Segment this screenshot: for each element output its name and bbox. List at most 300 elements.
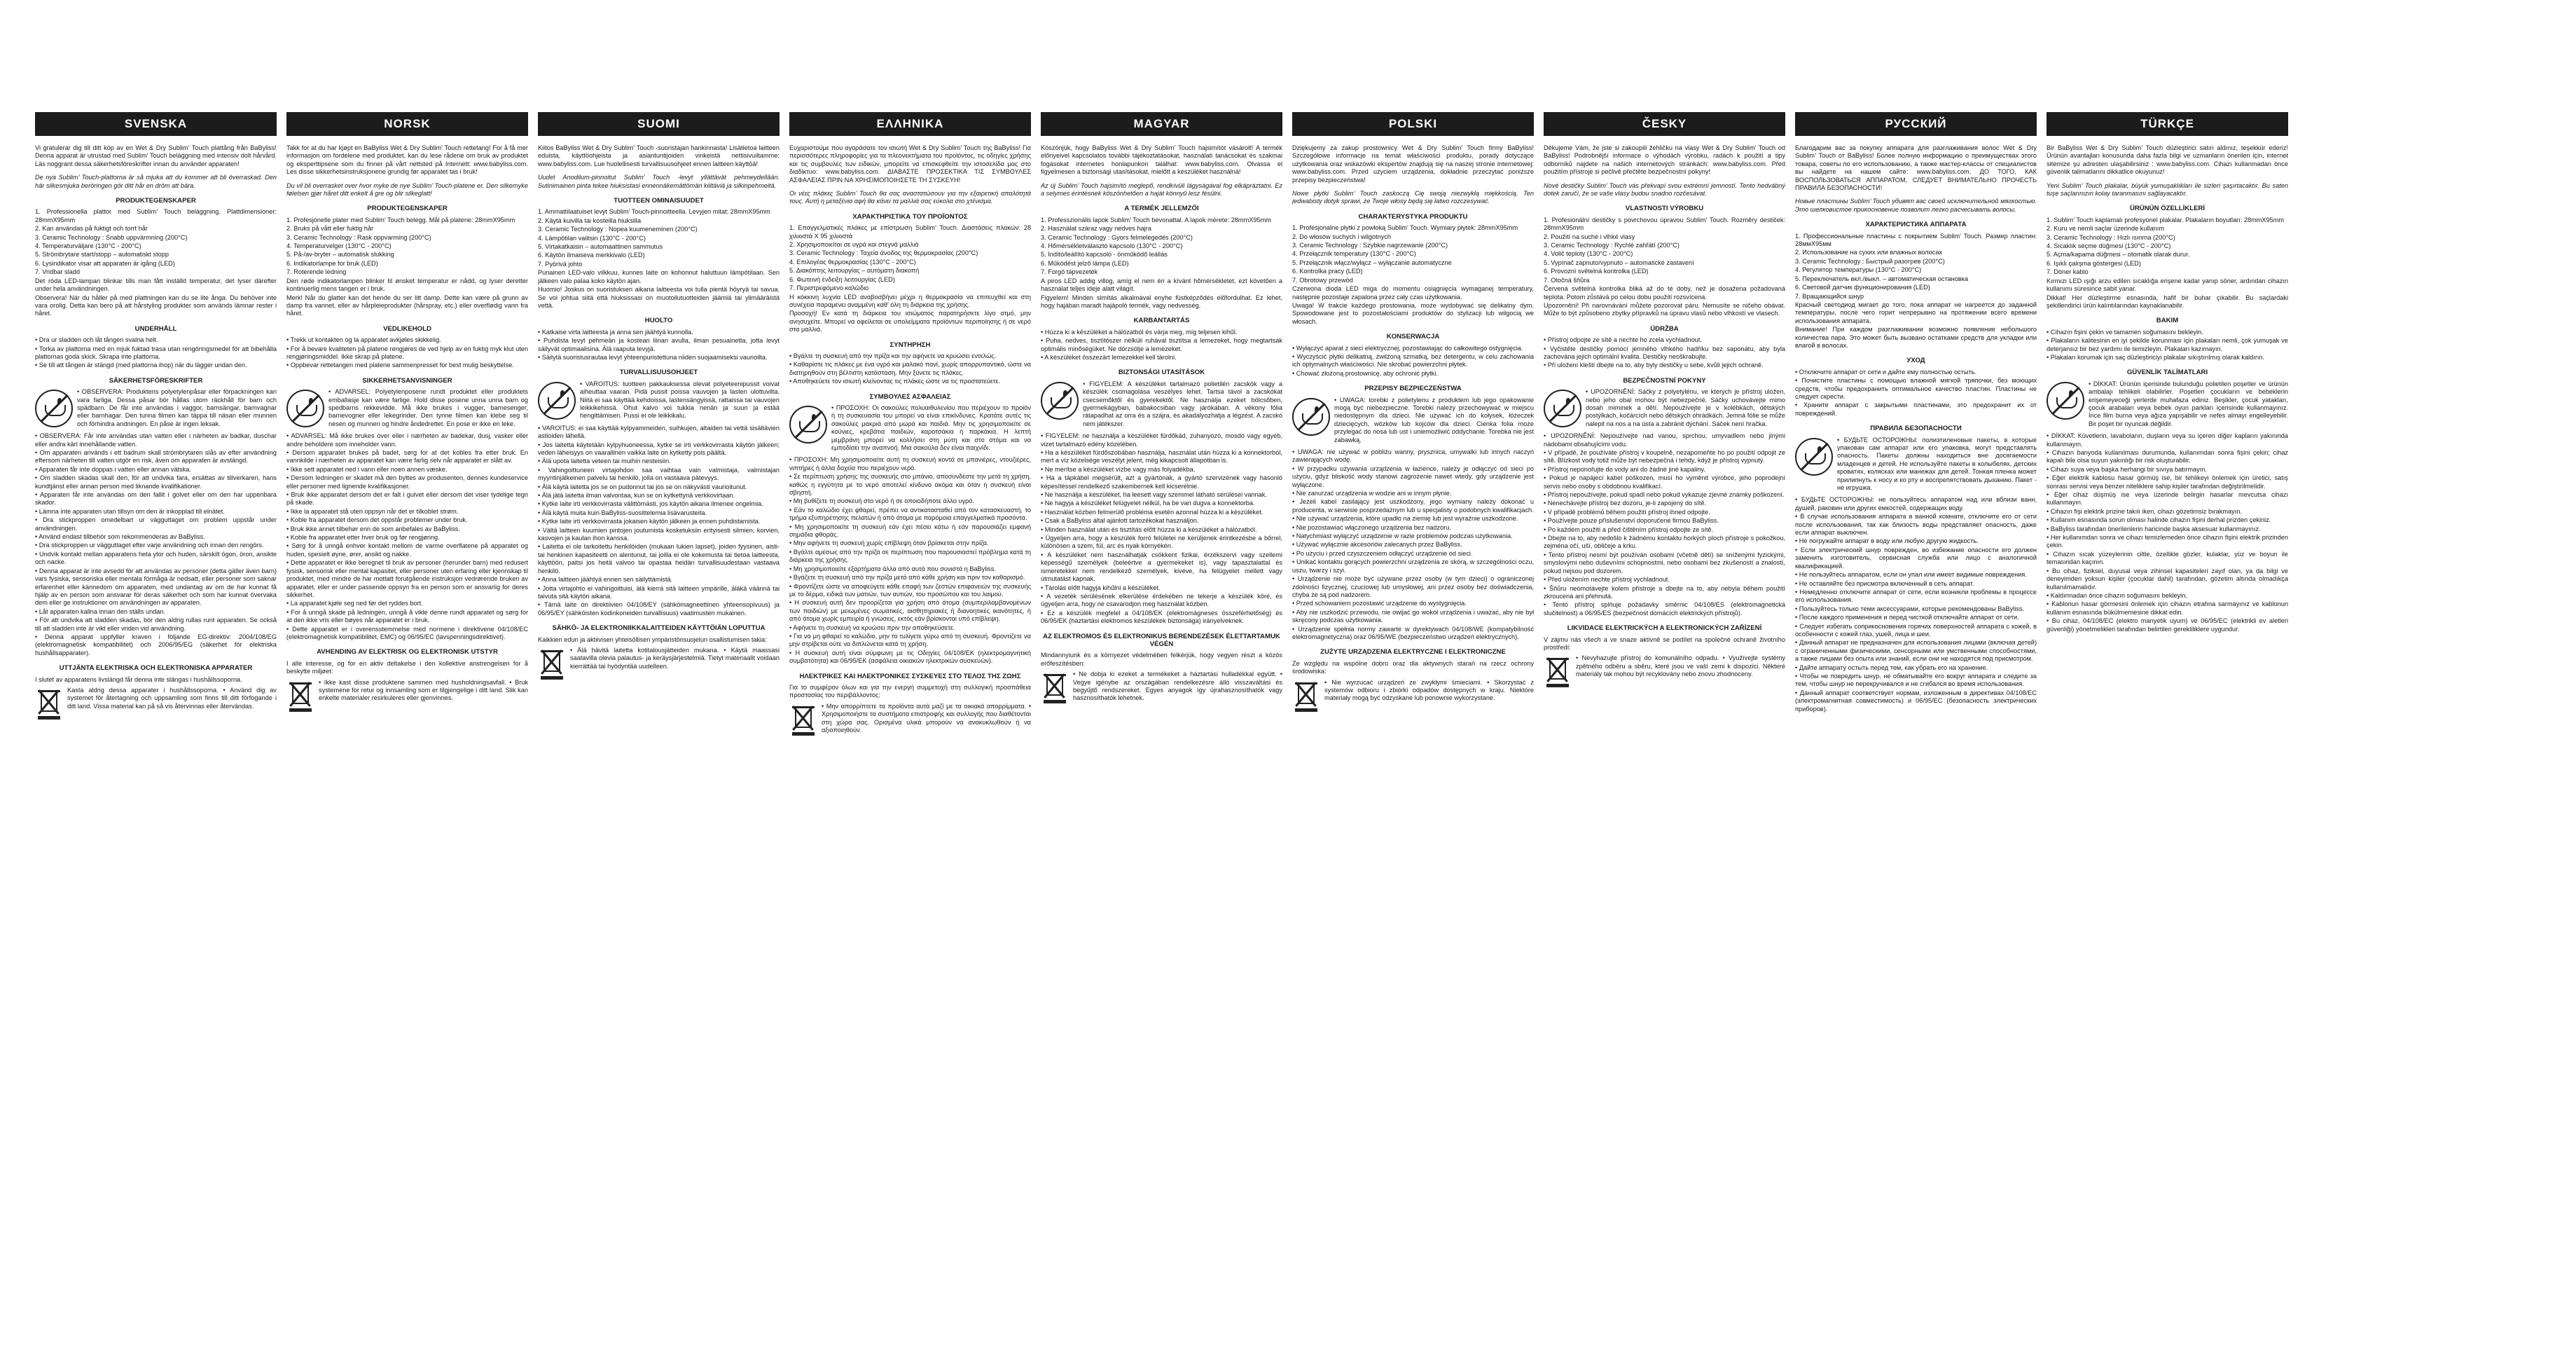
- section-title: VEDLIKEHOLD: [383, 324, 431, 333]
- list-item: 6. Provozní světelná kontrolka (LED): [1544, 268, 1649, 275]
- list-item: • В случае использования аппарата в ванной комнате, отключите его от сети после использования, так как близость воды представляет опасность, даже если аппарат выключен.: [1795, 513, 2037, 537]
- list-item: • Sørg for å unngå enhver kontakt mellom de varme overflatene på apparatet og huden, spesielt øyne, ører, ansikt og nakke.: [286, 542, 528, 558]
- list-item: Merk! Når du glatter kan det hende du ser litt damp. Dette kan være på grunn av damp fra vannet, eller av hårpleieprodukter (hårspray, etc.) eller overflødig vann fra håret.: [286, 294, 528, 317]
- section-title: ΗΛΕΚΤΡΙΚΕΣ ΚΑΙ ΗΛΕΚΤΡΟΝΙΚΕΣ ΣΥΣΚΕΥΕΣ ΣΤΟ ΤΕΛΟΣ ΤΗΣ ΖΩΗΣ: [799, 672, 1021, 680]
- list-item: • Laitetta ei ole tarkoitettu henkilöiden (mukaan lukien lapset), joiden fyysinen, aisti- tai henkinen kapasiteetti on alentunut, tai joilla ei ole kokemusta tai tietoa laitteesta, käyttöön, paitsi jos heitä valvoo tai opastaa heidän turvallisuudestaan vastaava henkilö.: [538, 543, 780, 575]
- list-item: • Ha a tápkábel megsérült, azt a gyártónak, a gyártó szervizének vagy hasonló képesítéssel rendelkező szakembernek kell kicserélnie.: [1041, 474, 1282, 490]
- section-title: HUOLTO: [644, 317, 673, 325]
- list-item: A piros LED addig villog, amíg el nem éri a kívánt hőmérsékletet, ezt követően a használat teljes ideje alatt világít.: [1041, 277, 1282, 293]
- list-item: • Ne merítse a készüléket vízbe vagy más folyadékba.: [1041, 465, 1196, 473]
- list-item: • BaByliss tarafından önerilenlerin haricinde başka aksesuar kullanmayınız.: [2047, 525, 2261, 532]
- list-item: • Wyczyścić płytki delikatną, zwilżoną szmatką, bez detergentu, w celu zachowania ich optymalnych właściwości. Nie skrobać powierzchni płytek.: [1292, 352, 1534, 369]
- list-item: 5. Strömbrytare start/stopp – automatiskt stopp: [35, 251, 169, 259]
- section-title: KARBANTARTÁS: [1133, 317, 1190, 325]
- list-item: • Puhdista levyt pehmeän ja kostean liinan avulla, ilman pesuainetta, jotta levyt säilyvät optimaalisina. Älä raaputa levyjä.: [538, 337, 780, 352]
- intro-text: Благодарим вас за покупку аппарата для разглаживания волос Wet & Dry Sublim’ Touch от BaByliss! Более полную информацию о преимуществах этого товара, советы по его использованию, а также мастер-классы от специалистов вы найдете на нашем сайте: www.babyliss.com. ДО ТОГО, КАК ВОСПОЛЬЗОВАТЬСЯ АППАРАТОМ, СЛЕДУЕТ ВНИМАТЕЛЬНО ПРОЧЕСТЬ ПРАВИЛА БЕЗОПАСНОСТИ!: [1795, 144, 2037, 192]
- list-item: • Wyłączyć aparat z sieci elektrycznej, pozostawiając do całkowitego ostygnięcia.: [1292, 344, 1523, 352]
- list-item: • Ne használja a készüléket, ha leesett vagy szemmel látható sérülései vannak.: [1041, 491, 1267, 499]
- list-item: • Следует избегать соприкосновения горячих поверхностей аппарата с кожей, в особенности с кожей глаз, ушей, лица и шеи.: [1795, 622, 2037, 638]
- list-item: 2. Použití na suché i vlhké vlasy: [1544, 233, 1635, 240]
- list-item: • Bruk ikke apparatet dersom det er falt i gulvet eller dersom det viser tydelige tegn på skade.: [286, 491, 528, 507]
- list-item: • Pokud je napájecí kabel poškozen, musí ho vyměnit výrobce, jeho poprodejní servis nebo osoby s obdobnou kvalifikací.: [1544, 474, 1785, 490]
- list-item: • ADVARSEL: Må ikke brukes over eller i nærheten av badekar, dusj, vasker eller andre beholdere som inneholder vann.: [286, 432, 528, 448]
- section-title: ΣΥΝΤΗΡΗΣΗ: [889, 340, 931, 349]
- list-item: Внимание! При каждом разглаживании возможно появление небольшого количества пара. Это может быть вызвано остатками средств для укладки или влагой в волосах.: [1795, 326, 2037, 349]
- list-item: • Dra ur sladden och låt tången svalna helt.: [35, 336, 158, 344]
- list-item: Η κόκκινη λυχνία LED αναβοσβήνει μέχρι η θερμοκρασία να επιτευχθεί και στη συνέχεια παραμένει αναμμένη καθ' όλη τη διάρκεια της χρήσης.: [789, 293, 1031, 308]
- manual-sheet: [35, 112, 2541, 1345]
- list-item: • Aby nie uszkodzić przewodu, nie owijać go wokół urządzenia i uważać, aby nie był skręcony podczas użytkowania.: [1292, 608, 1534, 624]
- list-item: • OBSERVERA: Får inte användas utan vatten eller i närheten av badkar, duschar eller andra kärl innehållande vatten.: [35, 432, 277, 448]
- weee-block: [1544, 654, 1785, 688]
- list-item: • Η συσκευή αυτή δεν προορίζεται για χρήση από άτομα (συμπεριλαμβανομένων των παιδιών) με μειωμένες σωματικές, αισθητηριακές ή διανοητικές ικανότητες, ή από άτομα χωρίς εμπειρία ή γνώσεις, εκτός εάν βρίσκονται υπό επίβλεψη.: [789, 599, 1031, 623]
- list-item: • For å unngå skade på ledningen, unngå å vikle denne rundt apparatet og sørg for at den ikke vris eller bøyes når apparatet er i bruk.: [286, 608, 528, 624]
- list-item: • UPOZORNĚNÍ: Nepoužívejte nad vanou, sprchou, umyvadlem nebo jinými nádobami obsahujícími vodu.: [1544, 432, 1785, 448]
- list-item: • Eğer cihaz düşmüş ise veya üzerinde belirgin hasarlar mevcutsa cihazı kullanmayın.: [2047, 491, 2288, 507]
- list-item: • Cihazın sıcak yüzeylerinin ciltle, özellikle gözler, kulaklar, yüz ve boyun ile temasından kaçının.: [2047, 550, 2288, 566]
- list-item: • Apparaten får inte doppas i vatten eller annan vätska.: [35, 465, 191, 473]
- list-item: Kaikkien edun ja aktiivisen yhteisöllisen ympäristönsuojelun osallistumisen takia:: [538, 635, 767, 643]
- list-item: • Tämä laite on direktiivien 04/108/EY (sähkömagneettinen yhteensopivuus) ja 06/95/EY (sähköisten kodinkoneiden turvallisuus) vaatimusten mukainen.: [538, 601, 780, 617]
- list-item: 3. Ceramic Technology : Szybkie nagrzewanie (200°C): [1292, 242, 1448, 249]
- weee-block: [1292, 679, 1534, 713]
- list-item: Kırmızı LED ışığı arzu edilen sıcaklığa erişene kadar yanıp söner, ardından cihazın kullanımı süresince sabit yanar.: [2047, 277, 2288, 293]
- list-item: • Älä käytä laitetta jos se on pudonnut tai jos se on näkyvästi vaurioitunut.: [538, 483, 747, 490]
- list-item: 1. Professzionális lapok Sublim’ Touch bevonattal. A lapok mérete: 28mmX95mm: [1041, 216, 1271, 223]
- list-item: • Vahingoittuneen virtajohdon saa vaihtaa vain valmistaja, valmistajan myyntinjälkeinen palvelu tai henkilö, jolla on vastaava pätevyys.: [538, 466, 780, 482]
- sections: [1544, 205, 1785, 688]
- section-title: AZ ELEKTROMOS ÉS ELEKTRONIKUS BERENDEZÉSEK ÉLETTARTAMUK VÉGÉN: [1043, 632, 1280, 648]
- list-item: • Unikać kontaktu gorących powierzchni urządzenia ze skórą, w szczególności oczu, uszu, twarzy i szyi.: [1292, 558, 1534, 574]
- list-item: • Älä käytä muita kuin BaByliss-suosittelemia lisävarusteita.: [538, 509, 707, 516]
- crossed-bin-icon: [35, 687, 63, 720]
- list-item: • Használat közben felmerülő probléma esetén azonnal húzza ki a készüléket.: [1041, 508, 1263, 516]
- warning-block: [1292, 397, 1534, 444]
- weee-text: • Ne dobja ki ezeket a termékeket a háztartási hulladékkal együtt. • Vegye igénybe az országában rendelkezésre álló visszaváltási és begyűjtő rendszereket. Egyes anyagok így újrahasznosíthatók vagy hasznosíthatók lehetnek.: [1073, 670, 1282, 702]
- section-title: UNDERHÅLL: [134, 324, 177, 333]
- list-item: • Plakaların kalitesinin en iyi şekilde korunması için plakaları nemli, çok yumuşak ve deterjansız bir bez yardımı ile temizleyin. Plakaları kazımayın.: [2047, 337, 2288, 352]
- language-column-magyar: [1041, 112, 1282, 1345]
- intro-italic-text: Yeni Sublim’ Touch plakalar, büyük yumuşaklıkları ile sizleri şaşırtacaktır. Bu saten tuşe saçlarınızın kolay taranmasını sağlayacaktır.: [2047, 181, 2288, 198]
- list-item: • Tárolás előtt hagyja kihűlni a készüléket.: [1041, 584, 1161, 591]
- list-item: • Se till att tången är stängd (med plattorna ihop) när du lägger undan den.: [35, 362, 247, 369]
- list-item: • Ikke la apparatet stå uten oppsyn når det er tilkoblet strøm.: [286, 507, 459, 515]
- list-item: 1. Επαγγελματικές πλάκες με επίστρωση Sublim’ Touch. Διαστάσεις πλακών: 28 χιλιοστά X 95 χιλιοστά: [789, 224, 1031, 240]
- list-item: • Plakaları korumak için saç düzleştiriciyi plakalar sıkıştırılmış olarak kaldırın.: [2047, 353, 2265, 361]
- list-item: • Minden használat után és tisztítás előtt húzza ki a készüléket a hálózatból.: [1041, 525, 1257, 533]
- list-item: • Anna laitteen jäähtyä ennen sen säilyttämistä.: [538, 576, 673, 584]
- list-item: • Βγάλτε τη συσκευή από την πρίζα και την αφήνετε να κρυώσει εντελώς.: [789, 352, 997, 359]
- list-item: 3. Ceramic Technology : Hızlı ısınma (200°C): [2047, 233, 2175, 241]
- list-item: • Nie pozostawiać włączonego urządzenia bez nadzoru.: [1292, 523, 1451, 531]
- list-item: • Húzza ki a készüléket a hálózatból és várja meg, míg teljesen kihűl.: [1041, 328, 1238, 336]
- list-item: 6. Lysindikator visar att apparaten är igång (LED): [35, 259, 175, 267]
- list-item: 5. På-/av-bryter – automatisk slukking: [286, 251, 394, 259]
- list-item: • Дайте аппарату остыть перед тем, как убрать его на хранение.: [1795, 663, 1988, 671]
- list-item: 4. Volič teploty (130°C - 200°C): [1544, 250, 1633, 258]
- list-item: 7. Roterende ledning: [286, 268, 347, 276]
- list-item: • Om apparaten används i ett badrum skall strömbrytaren slås av efter användning eftersom närheten till vatten utgör en risk, även om apparaten är avstängd.: [35, 449, 277, 465]
- language-column-svenska: [35, 112, 277, 1345]
- list-item: 5. Indító/leállító kapcsoló - önműködő leállás: [1041, 251, 1168, 259]
- language-column-ellinika: [789, 112, 1031, 1345]
- weee-text: • Älä hävitä laitetta kotitalousjätteiden mukana. • Käytä maassasi saatavilla olevia palautus- ja keräysjärjestelmiä. Tietyt materiaalit voidaan kierrättää tai hyödyntää uudelleen.: [570, 646, 780, 670]
- sections: [538, 197, 780, 680]
- intro-text: Ευχαριστούμε που αγοράσατε τον ισιωτή Wet & Dry Sublim’ Touch της BaByliss! Για περισσότερες πληροφορίες για τα πλεονεκτήματα του προϊόντος, τις οδηγίες χρήσης και τις συμβουλές των ειδικών, μπορείτε να επισκεφθείτε την ιστοσελίδα μας στο διαδίκτυο: www.babyliss.com. ΔΙΑΒΑΣΤΕ ΠΡΟΣΕΚΤΙΚΑ ΤΙΣ ΣΥΜΒΟΥΛΕΣ ΑΣΦΑΛΕΙΑΣ ΠΡΙΝ ΝΑ ΧΡΗΣΙΜΟΠΟΙΗΣΕΤΕ ΤΗ ΣΥΣΚΕΥΗ!: [789, 144, 1031, 184]
- list-item: 5. Διακόπτης λειτουργίας – αυτόματη διακοπή: [789, 267, 920, 275]
- no-water-icon: [286, 390, 324, 427]
- list-item: 2. Käytä kuivilla tai kosteilla hiuksilla: [538, 216, 642, 224]
- column-fade: [286, 1331, 528, 1345]
- warning-text: • OBSERVERA: Produktens polyetylenpåsar eller förpackningen kan vara farliga. Dessa påsar bör hållas utom räckhåll för barn och spädbarn. De får inte användas i vaggor, barnsängar, barnvagnar eller barnhagar. Den tunna filmen kan täppa till näsan eller munnen och förhindra andningen. En påse är ingen leksak.: [77, 388, 277, 427]
- list-item: 7. Pyörivä johto: [538, 260, 583, 268]
- intro-italic-text: Du vil bli overrasket over hvor myke de nye Sublim’ Touch-platene er. Den silkemyke følelsen gjør håret ditt enkelt å gre og blir silkeglatt!: [286, 181, 528, 198]
- list-item: • Denna apparat uppfyller kraven i följande EG-direktiv: 2004/108/EG (elektromagnetisk kompatibilitet) och 2006/95/EG (säkerhet för elektriska hushållsapparater).: [35, 633, 277, 656]
- column-fade: [2047, 1331, 2288, 1345]
- list-item: 4. Przełącznik temperatury (130°C - 200°C): [1292, 250, 1416, 258]
- list-item: 4. Επιλογέας θερμοκρασίας (130°C - 200°C): [789, 258, 916, 266]
- list-item: • Не пользуйтесь аппаратом, если он упал или имеет видимые повреждения.: [1795, 571, 2027, 579]
- column-fade: [1292, 1331, 1534, 1345]
- list-item: • Eğer elektrik kablosu hasar görmüş ise, bir tehlikeyi önlemek için üretici, satış sonrası servisi veya benzer niteliklere sahip kişiler tarafından değiştirilmelidir.: [2047, 474, 2288, 490]
- section-title: SIKKERHETSANVISNINGER: [362, 376, 452, 385]
- list-item: 6. Işıklı çalışma göstergesi (LED): [2047, 259, 2141, 267]
- list-item: 5. Переключатель вкл./выкл. – автоматическая остановка: [1795, 275, 1969, 282]
- list-item: • FIGYELEM: ne használja a készüléket fürdőkád, zuhanyozó, mosdó vagy egyéb, vizet tartalmazó edény közelében.: [1041, 432, 1282, 448]
- list-item: 2. Do włosów suchych i wilgotnych: [1292, 233, 1391, 240]
- intro-italic-text: Az új Sublim’ Touch hajsimító meglepő, rendkívüli lágyságával fog elkápráztatni. Ez a selymes érintésnek köszönhetően a haját könnyű lesz fésülni.: [1041, 181, 1282, 198]
- list-item: V zájmu nás všech a ve snaze aktivně se podílet na společné ochraně životního prostředí:: [1544, 635, 1785, 651]
- list-item: • Bu cihaz, 04/108/EC (elektro manyetik uyum) ve 06/95/EC (elektrikli ev aletleri güvenliği) yönetmelikleri tarafından belirtilen gerekliliklere uygundur.: [2047, 617, 2288, 633]
- list-item: • Αφήνετε τη συσκευή να κρυώσει πριν την αποθηκεύσετε.: [789, 624, 955, 631]
- list-item: • Храните аппарат с закрытыми пластинами, это предохранит их от повреждений.: [1795, 401, 2037, 417]
- list-item: • Пользуйтесь только теми аксессуарами, которые рекомендованы BaByliss.: [1795, 605, 2025, 612]
- list-item: • A vezeték sérülésének elkerülése érdekében ne tekerje a készülék köré, és ügyeljen arra, hogy ne csavarodjon meg használat közben.: [1041, 592, 1282, 608]
- sections: [1041, 205, 1282, 704]
- list-item: • Csak a BaByliss által ajánlott tartozékokat használjon.: [1041, 517, 1199, 525]
- list-item: • Používejte pouze příslušenství doporučené firmou BaByliss.: [1544, 517, 1719, 525]
- crossed-bin-icon: [286, 679, 314, 713]
- list-item: • Låt apparaten kallna innan den ställs undan.: [35, 607, 166, 615]
- language-column-cesky: [1544, 112, 1785, 1345]
- list-item: • Ikke sett apparatet ned i vann eller noen annen væske.: [286, 465, 448, 473]
- weee-text: • Nie wyrzucać urządzeń ze zwykłymi śmieciami. • Skorzystać z systemów odbioru i zbiórki odpadów dostępnych w kraju. Niektóre materiały mogą być odzyskane lub ponownie wykorzystane.: [1324, 678, 1534, 702]
- section-title: LIKVIDACE ELEKTRICKÝCH A ELEKTRONICKÝCH ZAŘÍZENÍ: [1567, 624, 1762, 633]
- no-water-icon: [1292, 398, 1330, 436]
- list-item: • Vältä laitteen kuumien pintojen joutumista kosketuksiin erityisesti silmien, korvien, kasvojen ja kaulan ihon kanssa.: [538, 526, 780, 542]
- section-title: SÄHKÖ- JA ELEKTRONIIKKALAITTEIDEN KÄYTTÖIÄN LOPUTTUA: [552, 624, 766, 633]
- sections: [1795, 221, 2037, 713]
- weee-block: [789, 703, 1031, 736]
- list-item: • V případě problémů během použití přístroj ihned odpojte.: [1544, 508, 1710, 516]
- list-item: • Φροντίζετε ώστε να αποφεύγετε κάθε επαφή των ζεστών επιφανειών της συσκευής με το δέρμα, ειδικά των ματιών, των αυτιών, του προσώπου και του λαιμού.: [789, 582, 1031, 598]
- list-item: • Βγάλτε αμέσως από την πρίζα σε περίπτωση που παρουσιαστεί πρόβλημα κατά τη διάρκεια της χρήσης.: [789, 548, 1031, 564]
- intro-text: Dziękujemy za zakup prostownicy Wet & Dry Sublim’ Touch firmy BaByliss! Szczegółowe informacje na temat właściwości produktu, porady dotyczące użytkowania oraz wskazówki ekspertów znajdują się na naszej stronie internetowej: www.babyliss.com. Przed użyciem urządzenia, dokładnie przeczytać poniższe przepisy bezpieczeństwa!: [1292, 144, 1534, 184]
- list-item: 1. Sublim’ Touch kaplamalı profesyonel plakalar. Plakaların boyutları: 28mmX95mm: [2047, 216, 2285, 223]
- list-item: Προσοχή! Εν κατά τη διάρκεια του ισιώματος παρατηρήσετε λίγο ατμό, μην ανησυχείτε. Μπορεί να οφείλεται σε υπολείμματα προϊόντων περιποίησης ή σε νερό στα μαλλιά.: [789, 310, 1031, 333]
- column-fade: [789, 1331, 1031, 1345]
- section-title: KONSERWACJA: [1386, 333, 1440, 341]
- section-title: BAKIM: [2156, 317, 2179, 325]
- list-item: • DİKKAT: Küvetlerin, lavaboların, duşların veya su içeren diğer kapların yakınında kullanmayın.: [2047, 432, 2288, 448]
- section-title: ÜRÜNÜN ÖZELLİKLERİ: [2129, 205, 2205, 213]
- warning-text: • ADVARSEL: Polyetylenposene rundt produktet eller produktets emballasje kan være farlige. Hold disse posene unna unna barn og spedbarns rekkevidde. Må ikke brukes i vugger, barnesenger, barnevogner eller lekegrinder. Den tynne filmen kan klebe seg til nesen og munnen og hindre åndedrettet. En pose er ikke en leke.: [328, 388, 528, 427]
- intro-italic-text: Новые пластины Sublim’ Touch удивят вас своей исключительной мягкостью. Это шелковистое прикосновение позволит легко расчесывать волосы.: [1795, 198, 2037, 213]
- list-item: • Dra stickproppen omedelbart ur vägguttaget om problem uppstår under användningen.: [35, 516, 277, 532]
- list-item: Mindannyiunk és a környezet védelmében felkérjük, hogy vegyen részt a közös erőfeszítésben:: [1041, 652, 1282, 667]
- list-item: • Koble fra apparatet etter hver bruk og før rengjøring.: [286, 534, 440, 542]
- list-item: • La apparatet kjøle seg ned før det ryddes bort.: [286, 600, 423, 607]
- list-item: 1. Profesjonalne płytki z powłoką Sublim’ Touch. Wymiary płytek: 28mmX95mm: [1292, 224, 1518, 232]
- list-item: 2. Использование на сухих или влажных волосах: [1795, 249, 1943, 256]
- no-water-icon: [538, 382, 576, 420]
- list-item: • Μη χρησιμοποιείτε τη συσκευή εάν έχει πέσει κάτω ή εάν παρουσιάζει εμφανή σημάδια φθοράς.: [789, 523, 1031, 539]
- section-title: A TERMÉK JELLEMZŐI: [1124, 205, 1199, 213]
- list-item: 1. Ammattilaatuiset levyt Sublim’ Touch-pinnoitteella. Levyjen mitat: 28mmX95mm: [538, 208, 770, 216]
- list-item: 7. Döner kablo: [2047, 268, 2089, 276]
- list-item: 4. Hőmérsékletválasztó kapcsoló (130°C - 200°C): [1041, 242, 1183, 250]
- list-item: • Ha a készüléket fürdőszobában használja, használat után húzza ki a konnektorból, mert a víz közelsége veszélyt jelent, még kikapcsolt állapotban is.: [1041, 449, 1282, 465]
- section-title: ΧΑΡΑΚΤΗΡΙΣΤΙΚΑ ΤΟΥ ΠΡΟΪΟΝΤΟΣ: [852, 212, 968, 221]
- list-item: • Använd endast tillbehör som rekommenderas av BaByliss.: [35, 533, 205, 541]
- list-item: • Данный аппарат не предназначен для использования лицами (включая детей) с ограниченными физическими, сенсорными или умственными способностями, а также лицами без опыта или знаний, если они не находятся под присмотром.: [1795, 639, 2037, 663]
- section-title: BIZTONSÁGI UTASÍTÁSOK: [1118, 369, 1205, 377]
- no-water-icon: [35, 390, 73, 427]
- list-item: • Μην αφήνετε τη συσκευή χωρίς επίβλεψη όταν βρίσκεται στην πρίζα.: [789, 539, 989, 547]
- list-item: • Dbejte na to, aby nedošlo k žádnému kontaktu horkých ploch přístroje s pokožkou, zejména očí, uší, obličeje a krku.: [1544, 535, 1785, 550]
- column-fade: [538, 1331, 780, 1345]
- list-item: • Не погружайте аппарат в воду или любую другую жидкость.: [1795, 537, 1979, 545]
- language-column-polski: [1292, 112, 1534, 1345]
- intro-italic-text: Uudet Anodilum-pinnoitut Sublim’ Touch -levyt yllättävät pehmeydellään. Sutinimainen pinta tekee hiuksistasi ennennäkemättömän kiiltäviä ja silkinpehmeitä.: [538, 174, 780, 189]
- list-item: • Nenechávejte přístroj bez dozoru, je-li zapojený do sítě.: [1544, 500, 1707, 507]
- section-title: CHARAKTERYSTYKA PRODUKTU: [1358, 212, 1468, 221]
- list-item: • Om sladden skadas skall den, för att undvika fara, ersättas av tillverkaren, hans kundtjänst eller annan person med liknande kvalifikationer.: [35, 474, 277, 490]
- section-title: ÚDRŽBA: [1650, 324, 1679, 333]
- crossed-bin-icon: [1544, 654, 1572, 688]
- list-item: • Kaldırmadan önce cihazın soğumasını bekleyin.: [2047, 591, 2187, 599]
- list-item: • Dra stickproppen ur vägguttaget efter varje användning och innan den rengörs.: [35, 542, 264, 549]
- list-item: 1. Профессиональные пластины с покрытием Sublim’ Touch. Размер пластин: 28ммX95мм: [1795, 232, 2037, 248]
- section-title: AVHENDING AV ELEKTRISK OG ELEKTRONISK UTSTYR: [317, 648, 498, 656]
- list-item: 5. Açma/kapama düğmesi – otomatik olarak durur.: [2047, 251, 2190, 259]
- list-item: 7. Obrotowy przewód: [1292, 276, 1353, 284]
- list-item: Για το συμφέρον όλων και για την ενεργή συμμετοχή στη συλλογική προσπάθεια προστασίας του περιβάλλοντος:: [789, 683, 1031, 699]
- warning-block: [789, 404, 1031, 452]
- list-item: • Trekk ut kontakten og la apparatet avkjøles skikkelig.: [286, 336, 441, 344]
- list-item: 4. Lämpötilan valitsin (130°C - 200°C): [538, 234, 646, 242]
- intro-text: Vi gratulerar dig till ditt köp av en Wet & Dry Sublim’ Touch plattång från BaByliss! Denna apparat är utrustad med Sublim’ Touch beläggning med intensiv dolt hårvård. Läs noggrant dessa säkerhetsföreskrifter innan du använder apparaten!: [35, 144, 277, 167]
- crossed-bin-icon: [538, 647, 566, 680]
- list-item: 2. Χρησιμοποιείται σε υγρά και στεγνά μαλλιά: [789, 241, 919, 249]
- list-item: Punainen LED-valo vilkkuu, kunnes laite on kohonnut haluttuun lämpötilaan. Sen jälkeen valo palaa koko käytön ajan.: [538, 269, 780, 284]
- list-item: • Oppbevar rettetangen med platene sammenpresset for best mulig beskyttelse.: [286, 362, 514, 369]
- list-item: • БУДЬТЕ ОСТОРОЖНЫ: не пользуйтесь аппаратом над или вблизи ванн, душей, раковин или других емкостей, содержащих воду.: [1795, 496, 2037, 511]
- language-column-suomi: [538, 112, 780, 1345]
- list-item: Observera! När du håller på med plattningen kan du se lite ånga. Du behöver inte vara orolig. Detta kan bero på att hårstyling produkter som används lämnar rester i håret.: [35, 294, 277, 317]
- list-item: 7. Forgó tápvezeték: [1041, 268, 1098, 276]
- section-title: SÄKERHETSFÖRESKRIFTER: [109, 376, 203, 385]
- list-item: Huomio! Joskus on suoristuksen aikana laitteesta voi tulla pientä höyryä tai savua. Se voi johtua siitä että hiuksissasi on muotoilutuotteiden jäämiä tai ylimääräistä vettä.: [538, 286, 780, 309]
- list-item: • Dersom apparatet brukes på badet, sørg for at det kobles fra etter bruk. En vannkilde i nærheten av apparatet kan være farlig selv når apparatet er slått av.: [286, 449, 528, 465]
- list-item: 3. Ceramic Technology : Nopea kuumeneminen (200°C): [538, 226, 698, 233]
- list-item: 6. Käytön ilmaiseva merkkivalo (LED): [538, 252, 645, 259]
- list-item: • Dette apparatet er i overensstemmelse med normene i direktivene 04/108/EC (elektromagnetisk kompatibilitet, EMC) og 06/95/EC (lavspenningsdirektivet).: [286, 625, 528, 640]
- list-item: 5. Virtakatkaisin – automaattinen sammutus: [538, 243, 663, 251]
- list-item: • Torka av plattorna med en mjuk fuktad trasa utan rengöringsmedel för att bibehålla plattornas goda skick. Skrapa inte plattorna.: [35, 345, 277, 360]
- list-item: • Przed schowaniem pozostawić urządzenie do wystygnięcia.: [1292, 600, 1467, 607]
- column-fade: [35, 1331, 277, 1345]
- list-item: • A készüléket nem használhatják csökkent fizikai, érzékszervi vagy szellemi képességű személyek (beleértve a gyermekeket is), vagy tapasztalattal és ismeretekkel nem rendelkező személyek, kivéve, ha felügyelet mellett vagy útmutatást kapnak.: [1041, 551, 1282, 583]
- column-fade: [1041, 1331, 1282, 1345]
- list-item: • Jeżeli kabel zasilający jest uszkodzony, jego wymiany należy dokonać u producenta, w serwisie posprzedażnym lub u specjalisty o podobnych kwalifikacjach.: [1292, 498, 1534, 514]
- list-item: • ΠΡΟΣΟΧΗ: Μη χρησιμοποιείτε αυτή τη συσκευή κοντά σε μπανιέρες, ντουζιέρες, νιπτήρες ή άλλα δοχεία που περιέχουν νερό.: [789, 456, 1031, 472]
- list-item: Красный светодиод мигает до того, пока аппарат не нагреется до заданной температуры, после чего горит непрерывно на протяжении всего времени использования аппарата.: [1795, 301, 2037, 324]
- list-item: Upozornění! Při narovnávání můžete pozorovat páru. Nemusíte se ničeho obávat. Může to být způsobeno zbytky přípravků na úpravu vlasů nebo vlhkostí ve vlasech.: [1544, 301, 1785, 317]
- list-item: 6. Működést jelző lámpa (LED): [1041, 259, 1129, 267]
- list-item: • Dersom ledningen er skadet må den byttes av produsenten, dennes kundeservice eller personer med lignende kvalifikasjoner.: [286, 474, 528, 490]
- intro-text: Děkujeme Vám, že jste si zakoupili žehličku na vlasy Wet & Dry Sublim’ Touch od BaByliss! Podrobnější informace o výhodách výrobku, radách k použití a tipy odborníků najdete na našich internetových stránkách: www.babyliss.com. Před použitím přístroje si pečlivě přečtěte bezpečnostní pokyny!: [1544, 144, 1785, 176]
- list-item: 4. Sıcaklık seçme düğmesi (130°C - 200°C): [2047, 242, 2171, 250]
- warning-block: [2047, 380, 2288, 428]
- list-item: • Šňůru neomotávejte kolem přístroje a dbejte na to, aby nebyla během použití zkroucená ani přehnutá.: [1544, 584, 1785, 600]
- column-fade: [1795, 1331, 2037, 1345]
- list-item: 2. Kuru ve nemli saçlar üzerinde kullanım: [2047, 225, 2165, 233]
- list-item: • Bruk ikke annet tilbehør enn de som anbefales av BaByliss.: [286, 525, 460, 532]
- list-item: 2. Bruks på vått eller fuktig hår: [286, 225, 374, 233]
- list-item: • Älä upota laitetta veteen tai muihin nesteisiin.: [538, 458, 671, 465]
- warning-text: • DİKKAT: Ürünün içerisinde bulunduğu polietilen poşetler ve ürünün ambalajı tehlikeli olabilirler. Poşetleri çocukların ve bebeklerin erişemeyeceği yerlerde muhafaza ediniz. Beşikler, çocuk yatakları, çocuk arabaları veya bebek oyun parkları içerisinde kullanmayınız. İnce film burna veya ağıza yapışabilir ve nefes almayı engelleyebilir. Bir poşet bir oyuncak değildir.: [2089, 380, 2288, 427]
- list-item: • Natychmiast wyłączyć urządzenie w razie problemów podczas użytkowania.: [1292, 532, 1513, 540]
- warning-block: [35, 388, 277, 428]
- list-item: Det röda LED-lampan blinkar tills man fått inställd temperatur, det lyser därefter under hela användningen.: [35, 277, 277, 293]
- list-item: • V případě, že používáte přístroj v koupelně, nezapomeňte ho po použití odpojit ze sítě. Blízkost vody totiž může být nebezpečná i tehdy, když je přístroj vypnutý.: [1544, 449, 1785, 465]
- list-item: • Přístroj odpojte ze sítě a nechte ho zcela vychladnout.: [1544, 336, 1702, 344]
- weee-text: • Μην απορρίπτετε τα προϊόντα αυτά μαζί με τα οικιακά απορρίμματα. • Χρησιμοποιήστε τα συστήματα επιστροφής και συλλογής που διαθέτονται στη χώρα σας. Ορισμένα υλικά μπορούν να ανακυκλωθούν ή να αξιοποιηθούν.: [822, 702, 1031, 734]
- list-item: 3. Ceramic Technology : Быстрый разогрев (200°C): [1795, 257, 1945, 265]
- list-item: • För att undvika att sladden skadas, bör den aldrig rullas runt apparaten. Se också till att sladden inte är vikt eller vriden vid användning.: [35, 617, 277, 632]
- list-item: 4. Регулятор температуры (130°C - 200°C): [1795, 266, 1922, 274]
- list-item: 1. Profesjonelle plater med Sublim’ Touch belegg. Mål på platene: 28mmX95mm: [286, 216, 515, 223]
- list-item: • Για να μη φθαρεί το καλώδιο, μην το τυλίγετε γύρω από τη συσκευή. Φροντίζετε να μην στρίβεται ούτε να διπλώνεται κατά τη χρήση.: [789, 632, 1031, 648]
- list-item: Den røde indikatorlampen blinker til ønsket temperatur er nådd, og lyser deretter kontinuerlig mens tangen er i bruk.: [286, 277, 528, 293]
- list-item: 3. Ceramic Technology : Snabb uppvärmning (200°C): [35, 233, 188, 241]
- list-item: 3. Ceramic Technology : Rychlé zahřátí (200°C): [1544, 242, 1680, 249]
- list-item: • VAROITUS: ei saa käyttää kylpyammeiden, suihkujen, altaiden tai vettä sisältävien astioiden lähellä.: [538, 424, 780, 440]
- list-item: • Cihazın fişi elektrik prizine takılı iken, cihazı gözetimsiz bırakmayın.: [2047, 507, 2242, 515]
- weee-block: [538, 647, 780, 680]
- list-item: • Εάν το καλώδιο έχει φθαρεί, πρέπει να αντικατασταθεί από τον κατασκευαστή, το τμήμα εξυπηρέτησης πελατών ή από άτομα με παρόμοια επαγγελματικά προσόντα.: [789, 506, 1031, 522]
- language-column-russkiy: [1795, 112, 2037, 1345]
- list-item: 7. Вращающийся шнур: [1795, 292, 1864, 300]
- warning-text: • UWAGA: torebki z polietylenu z produktem lub jego opakowanie mogą być niebezpieczne. Torebki należy przechowywać w miejscu niedostępnym dla dzieci. Nie używać ich do kołysek, łóżeczek dziecięcych, wózków lub kojców dla dzieci. Cienka folia może przylegać do nosa lub ust i uniemożliwić oddychanie. Torebka nie jest zabawką.: [1334, 396, 1534, 443]
- crossed-bin-icon: [789, 703, 817, 736]
- list-item: • UWAGA: nie używać w pobliżu wanny, prysznica, umywalki lub innych naczyń zawierających wodę.: [1292, 448, 1534, 464]
- list-item: • Apparaten får inte användas om den fallit i golvet eller om den har uppenbara skador.: [35, 491, 277, 507]
- list-item: • Lämna inte apparaten utan tillsyn om den är inkopplad till elnätet.: [35, 507, 225, 515]
- column-fade: [1544, 1331, 1785, 1345]
- list-item: • Denna apparat är inte avsedd för att användas av personer (detta gäller även barn) vars fysiska, sensoriska eller mentala förmåga är nedsatt, eller personer som saknar erfarenhet eller kännedom om apparaten, med undantag av om de har kunnat få hjälp av en person som ansvarar för deras säkerhet och som har kunnat övervaka dem eller ge instruktioner om användningen av apparaten.: [35, 567, 277, 607]
- list-item: • Při uložení kleští dbejte na to, aby byly destičky u sebe, kvůli jejich ochraně.: [1544, 362, 1764, 369]
- list-item: 1. Profesionální destičky s povrchovou úpravou Sublim’ Touch. Rozměry destiček: 28mmX95mm: [1544, 216, 1785, 232]
- intro-text: Köszönjük, hogy BaByliss Wet & Dry Sublim’ Touch hajsimítót vásárolt! A termék előnyeivel kapcsolatos további tájékoztatásokat, használati tanácsokat és szakmai fogásokat internetes honlapunkon találhat: www.babyliss.com. Olvassa el figyelmesen a biztonsági utasításokat, mielőtt a készüléket használná!: [1041, 144, 1282, 176]
- weee-block: [1041, 670, 1282, 704]
- section-title: ХАРАКТЕРИСТИКА АППАРАТА: [1865, 221, 1967, 229]
- language-heading: ČESKY: [1544, 112, 1785, 136]
- list-item: • Säilytä suoristusrautaa levyt yhteenpuristettuna niiden suojaamiseksi vaurioilta.: [538, 353, 768, 361]
- intro-italic-text: De nya Sublim’ Touch-plattorna är så mjuka att du kommer att bli överraskad. Den här silkesmjuka beröringen gör ditt hår en dröm att bära.: [35, 174, 277, 189]
- list-item: • Данный аппарат соответствует нормам, изложенным в директивах 04/108/EC (электромагнитная совместимость) и 06/95/EC (безопасность электрических приборов).: [1795, 689, 2037, 713]
- language-heading: ΕΛΛΗΝΙΚΑ: [789, 112, 1031, 136]
- list-item: • W przypadku używania urządzenia w łazience, należy je odłączyć od sieci po użyciu, gdyż bliskość wody stanowi zagrożenie nawet wtedy, gdy urządzenie jest wyłączone.: [1292, 465, 1534, 488]
- language-heading: TÜRKÇE: [2047, 112, 2288, 136]
- list-item: 6. Световой датчик функционирования (LED): [1795, 284, 1930, 291]
- language-column-turkce: [2047, 112, 2288, 1345]
- list-item: • Отключите аппарат от сети и дайте ему полностью остыть.: [1795, 368, 1977, 376]
- weee-text: • Nevyhazujte přístroj do komunálního odpadu. • Využívejte systémy zpětného odběru a sběru, které jsou ve vaší zemi k dispozici. Některé materiály tak mohou být recyklovány nebo znovu zhodnoceny.: [1576, 654, 1785, 678]
- list-item: • Używać wyłącznie akcesoriów zalecanych przez BaByliss.: [1292, 541, 1462, 549]
- list-item: • Cihazın banyoda kullanılması durumunda, kullanımdan sonra fişini çekin; cihaz kapalı bile olsa suyun yakınlığı bir risk oluşturabilir.: [2047, 449, 2288, 465]
- list-item: • Dette apparatet er ikke beregnet til bruk av personer (herunder barn) med redusert fysisk, sensorisk eller mental kapasitet, eller personer uten erfaring eller kjennskap til produktet, med mindre de har mottatt forutgående instruksjon vedrørende bruken av apparatet, eller er under passende oppsyn fra en person som er ansvarlig for deres sikkerhet.: [286, 559, 528, 598]
- language-heading: SVENSKA: [35, 112, 277, 136]
- list-item: 5. Przełącznik włącz/wyłącz – wyłączanie automatyczne: [1292, 259, 1452, 266]
- list-item: • Cihazı suya veya başka herhangi bir sıvıya batırmayın.: [2047, 465, 2207, 473]
- list-item: • Älä jätä laitetta ilman valvontaa, kun se on kytkettynä verkkovirtaan.: [538, 492, 735, 500]
- list-item: • Cihazın fişini çekin ve tamamen soğumasını bekleyin.: [2047, 328, 2203, 336]
- section-title: UTTJÄNTA ELEKTRISKA OCH ELEKTRONISKA APPARATER: [59, 664, 253, 673]
- sections: [286, 205, 528, 712]
- section-title: PRODUKTEGENSKAPER: [116, 197, 196, 205]
- list-item: • Po użyciu i przed czyszczeniem odłączyć urządzenie od sieci.: [1292, 549, 1473, 557]
- list-item: • For å bevare kvaliteten på platene rengjøres de ved hjelp av en fuktig myk klut uten rengjøringsmiddel. Ikke skrap på platene.: [286, 345, 528, 360]
- list-item: • Kytke laite irti verkkovirrasta välittömästi, jos käytön aikana ilmenee ongelmia.: [538, 500, 763, 508]
- list-item: 3. Ceramic Technology : Gyors felmelegedés (200°C): [1041, 233, 1193, 241]
- list-item: I slutet av apparatens livslängd får denna inte slängas i hushållssoporna.: [35, 675, 242, 683]
- list-item: Czerwona dioda LED miga do momentu osiągnięcia wymaganej temperatury, następnie pozostaje zapalona przez cały czas użytkowania.: [1292, 285, 1534, 301]
- list-item: • Vyčistěte destičky pomocí jemného vlhkého hadříku bez saponátu, aby byla zachována jejich optimální kvalita. Destičky neoškrabujte.: [1544, 345, 1785, 360]
- section-title: PRODUKTEGENSKAPER: [367, 205, 448, 213]
- warning-text: • FIGYELEM: A készüléket tartalmazó polietilén zacskók vagy a készülék csomagolása veszélyes lehet. Tartsa távol a zacskókat csecsemőktől és gyerekektől. Ne használja ezeket bölcsőben, gyermekágyban, babakocsiban vagy járókában. A vékony fólia rátapadhat az orra és a szájra, és akadályozhatja a légzést. A zacskó nem játékszer.: [1083, 380, 1282, 427]
- list-item: • Tento přístroj nesmí být používán osobami (včetně dětí) se sníženými fyzickými, smyslovými nebo duševními schopnostmi, nebo osobami bez zkušeností a znalostí, pokud nejsou pod dozorem.: [1544, 551, 1785, 575]
- section-title: TUOTTEEN OMINAISUUDET: [614, 197, 704, 205]
- list-item: • Μη βυθίζετε τη συσκευή στο νερό ή σε οποιοδήποτε άλλο υγρό.: [789, 497, 975, 505]
- intro-text: Kiitos BaByliss Wet & Dry Sublim’ Touch -suoristajan hankinnasta! Lisätietoa laitteen eduista, käyttöohjeista ja asiantuntijoiden vinkeistä nettisivuiltamme: www.babyliss.com. Lue huolellisesti turvallisuusohjeet ennen laitteen käyttöä!: [538, 144, 780, 167]
- warning-block: [1041, 380, 1282, 428]
- list-item: • Koble fra apparatet dersom det oppstår problemer under bruk.: [286, 516, 468, 524]
- intro-italic-text: Nowe płytki Sublim’ Touch zaskoczą Cię swoją niezwykłą miękkością. Ten jedwabisty dotyk sprawi, że Twoje włosy będą się łatwo rozczesywać.: [1292, 190, 1534, 205]
- list-item: • Urządzenie nie może być używane przez osoby (w tym dzieci) o ograniczonej zdolności fizycznej, czuciowej lub umysłowej, ani przez osoby bez doświadczenia, chyba że są pod nadzorem.: [1292, 575, 1534, 598]
- list-item: • Ügyeljen arra, hogy a készülék forró felületei ne kerüljenek érintkezésbe a bőrrel, különösen a szem, fül, arc és nyak környékén.: [1041, 535, 1282, 550]
- list-item: • Před uložením nechte přístroj vychladnout.: [1544, 576, 1670, 584]
- list-item: • Nie używać urządzenia, które upadło na ziemię lub jest wyraźnie uszkodzone.: [1292, 515, 1518, 523]
- list-item: • Po každém použití a před čištěním přístroj odpojte ze sítě.: [1544, 525, 1714, 533]
- warning-text: • БУДЬТЕ ОСТОРОЖНЫ: полиэтиленовые пакеты, в которые упакован сам аппарат или его упаковка, могут представлять опасность. Пакеты должны находиться вне досягаемости младенцев и детей. Не используйте пакеты в колыбелях, детских кроватях, колясках или манежах для детей. Тонкая пленка может прилипнуть к носу и ко рту и воспрепятствовать дыханию. Пакет - не игрушка.: [1837, 436, 2037, 492]
- section-title: BEZPEČNOSTNÍ POKYNY: [1623, 376, 1706, 385]
- list-item: • Почистите пластины с помощью влажной мягкой тряпочки, без моющих средств, чтобы предохранить оптимальное качество пластин. Пластины не следует скрести.: [1795, 377, 2037, 400]
- no-water-icon: [789, 406, 827, 443]
- list-item: • Ez a készülék megfelel a 04/108/EK (elektromágneses összeférhetőség) és 06/95/EK (háztartási elektromos készülékek biztonsága) irányelveknek.: [1041, 609, 1282, 625]
- list-item: 3. Ceramic Technology : Rask oppvarming (200°C): [286, 233, 431, 241]
- list-item: • Přístroj neponořujte do vody ani do žádné jiné kapaliny.: [1544, 465, 1705, 473]
- list-item: 3. Ceramic Technology : Ταχεία άνοδος της θερμοκρασίας (200°C): [789, 249, 978, 257]
- no-water-icon: [1041, 382, 1079, 420]
- list-item: • Puha, nedves, tisztítószer nélküli ruhával tisztítsa a lemezeket, hogy megtartsák optimális minőségüket. Ne dörzsölje a lemezeket.: [1041, 337, 1282, 352]
- language-heading: POLSKI: [1292, 112, 1534, 136]
- list-item: • Не оставляйте без присмотра включенный в сеть аппарат.: [1795, 579, 1974, 587]
- list-item: • Немедленно отключите аппарат от сети, если возникли проблемы в процессе его использования.: [1795, 588, 2037, 604]
- list-item: • Undvik kontakt mellan apparatens heta ytor och huden, särskilt ögon, öron, ansikte och nacke.: [35, 550, 277, 566]
- language-heading: SUOMI: [538, 112, 780, 136]
